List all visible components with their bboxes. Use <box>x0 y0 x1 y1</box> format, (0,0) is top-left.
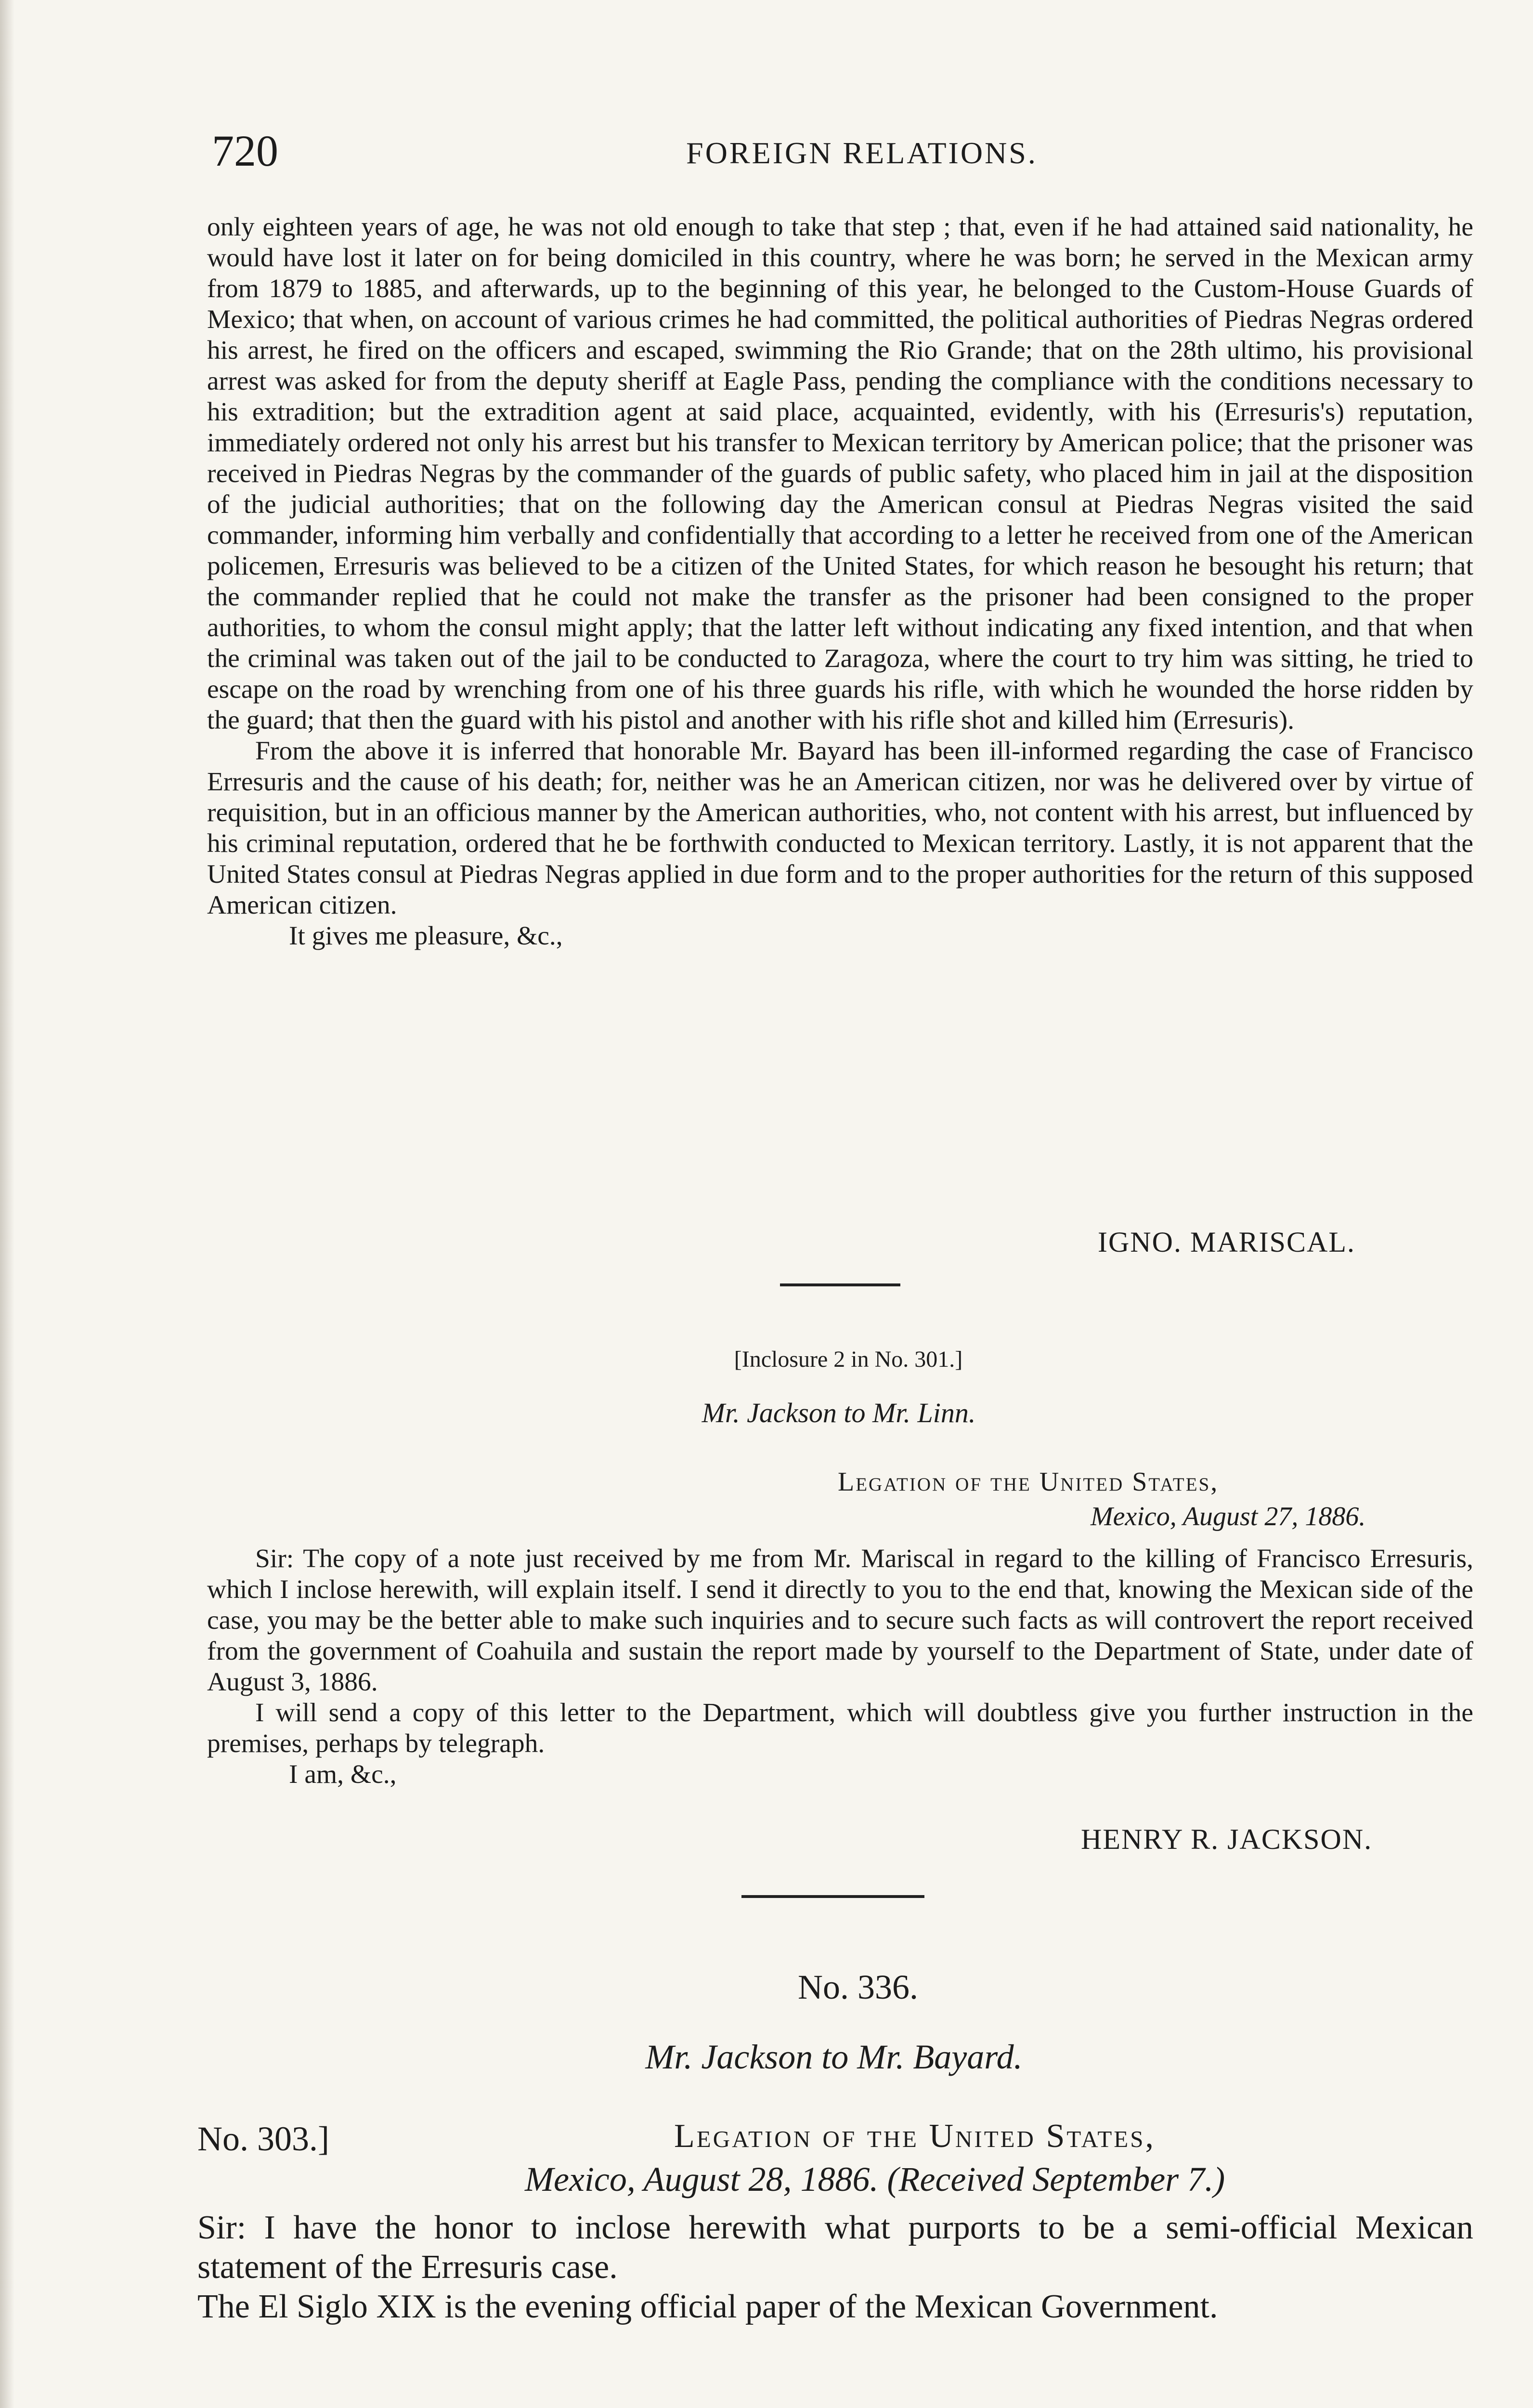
inclosure-label: [Inclosure 2 in No. 301.] <box>734 1347 963 1372</box>
body-paragraph: The El Siglo XIX is the evening official paper of the Mexican Government. <box>197 2288 1218 2325</box>
section-divider <box>741 1895 924 1898</box>
signature-jackson: HENRY R. JACKSON. <box>1081 1823 1373 1855</box>
section-divider <box>780 1283 900 1286</box>
jackson-bayard-letter-body <box>197 2208 1473 2327</box>
running-title: FOREIGN RELATIONS. <box>686 136 1038 170</box>
body-paragraph: I will send a copy of this letter to the Department, which will doubtless give you further instruction in the premises, perhaps by telegraph. <box>207 1698 1473 1758</box>
legation-heading: Legation of the United States, <box>838 1467 1219 1497</box>
legation-heading: Legation of the United States, <box>674 2118 1156 2155</box>
jackson-linn-letter-body <box>207 1544 1473 1790</box>
signature-mariscal: IGNO. MARISCAL. <box>1098 1226 1356 1258</box>
letter-heading: Mr. Jackson to Mr. Bayard. <box>645 2038 1023 2076</box>
place-date: Mexico, August 28, 1886. (Received September 7.) <box>525 2160 1225 2199</box>
place-date: Mexico, August 27, 1886. <box>1091 1502 1366 1531</box>
page-header <box>212 124 1483 177</box>
body-paragraph: Sir: The copy of a note just received by me from Mr. Mariscal in regard to the killing of Francisco Erresuris, which I inclose herewith, will explain itself. I send it directly to you to the end that, knowing the Mexican side of the case, you may be the better able to make such inquiries and to secure such facts as will controvert the report received from the government of Coahuila and sustain the report made by yourself to the Department of State, under date of August 3, 1886. <box>207 1544 1473 1697</box>
letter-heading: Mr. Jackson to Mr. Linn. <box>702 1397 976 1428</box>
closing-line: I am, &c., <box>289 1760 397 1789</box>
page-number: 720 <box>212 126 278 175</box>
document-number-heading: No. 336. <box>798 1968 918 2006</box>
body-paragraph: Sir: I have the honor to inclose herewith what purports to be a semi-official Mexican statement of the Erresuris case. <box>197 2209 1473 2286</box>
body-paragraph: From the above it is inferred that honorable Mr. Bayard has been ill-informed regarding the case of Francisco Erresuris and the cause of his death; for, neither was he an American citizen, nor was he delivered over by virtue of requisition, but in an officious manner by the American authorities, who, not content with his arrest, but influenced by his criminal reputation, ordered that he be forthwith conducted to Mexican territory. Lastly, it is not apparent that the United States consul at Piedras Negras applied in due form and to the proper authorities for the return of this supposed American citizen. <box>207 736 1473 920</box>
despatch-reference: No. 303.] <box>197 2120 329 2158</box>
closing-line: It gives me pleasure, &c., <box>289 921 563 951</box>
body-paragraph: only eighteen years of age, he was not old enough to take that step ; that, even if he had attained said nationality, he would have lost it later on for being domiciled in this country, where he was born; he served in the Mexican army from 1879 to 1885, and afterwards, up to the beginning of this year, he belonged to the Custom-House Guards of Mexico; that when, on account of various crimes he had committed, the political authorities of Piedras Negras ordered his arrest, he fired on the officers and escaped, swimming the Rio Grande; that on the 28th ultimo, his provisional arrest was asked for from the deputy sheriff at Eagle Pass, pending the compliance with the conditions necessary to his extradition; but the extradition agent at said place, acquainted, evidently, with his (Erresuris's) reputation, immediately ordered not only his arrest but his transfer to Mexican territory by American police; that the prisoner was received in Piedras Negras by the commander of the guards of public safety, who placed him in jail at the disposition of the judicial authorities; that on the following day the American consul at Piedras Negras visited the said commander, informing him verbally and confidentially that according to a letter he received from one of the American policemen, Erresuris was believed to be a citizen of the United States, for which reason he besought his return; that the commander replied that he could not make the transfer as the prisoner had been consigned to the proper authorities, to whom the consul might apply; that the latter left without indicating any fixed intention, and that when the criminal was taken out of the jail to be conducted to Zaragoza, where the court to try him was sitting, he tried to escape on the road by wrenching from one of his three guards his rifle, with which he wounded the horse ridden by the guard; that then the guard with his pistol and another with his rifle shot and killed him (Erresuris). <box>207 212 1473 735</box>
mariscal-letter-body <box>207 212 1473 952</box>
